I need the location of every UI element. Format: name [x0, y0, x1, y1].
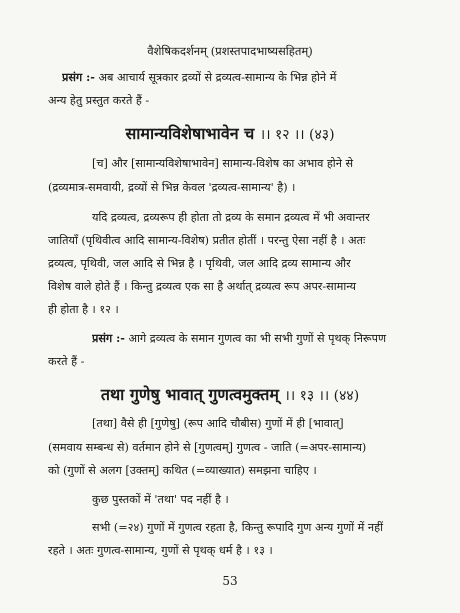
- para-1-line-2: (द्रव्यमात्र-समवायी, द्रव्यों से भिन्न केवल 'द्रव्यत्व-सामान्य' है) ।: [48, 181, 296, 194]
- para-2-line-2: जातियाँ (पृथिवीत्व आदि सामान्य-विशेष) प्रतीत होतीं । परन्तु ऐसा नहीं है । अतः: [48, 234, 366, 247]
- sutra-12: [0, 122, 460, 144]
- para-3-line-1: [तथा] वैसे ही [गुणेषु] (रूप आदि चौबीस) गुणों में ही [भावात्]: [92, 417, 344, 430]
- para-5-line-1: सभी (=२४) गुणों में गुणत्व रहता है, किन्तु रूपादि गुण अन्य गुणों में नहीं: [92, 521, 383, 534]
- sutra-12-text: सामान्यविशेषाभावेन च: [125, 124, 255, 143]
- sutra-12-number: ।। १२ ।। (४३): [259, 127, 335, 143]
- para-1-line-1: [च] और [सामान्यविशेषाभावेन] सामान्य-विशेष का अभाव होने से: [92, 157, 354, 170]
- prasanga-1-text: अब आचार्य सूत्रकार द्रव्यों से द्रव्यत्व-सामान्य के भिन्न होने में: [98, 71, 337, 84]
- prasanga-1-line-1: [62, 70, 420, 85]
- sutra-13-text: तथा गुणेषु भावात् गुणत्वमुक्तम्: [100, 385, 279, 404]
- prasanga-1-line-2: अन्य हेतु प्रस्तुत करते हैं -: [48, 94, 150, 107]
- sutra-13: [0, 383, 460, 405]
- prasanga-1-label: प्रसंग :-: [62, 70, 95, 84]
- para-2-line-5: ही होता है । १२ ।: [48, 303, 119, 316]
- prasanga-2-line-1: [92, 331, 420, 346]
- prasanga-2-text: आगे द्रव्यत्व के समान गुणत्व का भी सभी गुणों से पृथक् निरूपण: [128, 332, 387, 345]
- prasanga-2-line-2: करते हैं -: [48, 355, 85, 368]
- para-2-line-4: विशेष वाले होते हैं । किन्तु द्रव्यत्व एक सा है अर्थात् द्रव्यत्व रूप अपर-सामान्य: [48, 280, 357, 293]
- running-header: वैशेषिकदर्शनम् (प्रशस्तपादभाष्यसहितम्): [147, 44, 313, 58]
- page-number: 53: [222, 574, 238, 588]
- para-5-line-2: रहते । अतः गुणत्व-सामान्य, गुणों से पृथक् धर्म है । १३ ।: [48, 544, 273, 557]
- para-2-line-3: द्रव्यत्व, पृथिवी, जल आदि से भिन्न है । पृथिवी, जल आदि द्रव्य सामान्य और: [48, 257, 351, 270]
- prasanga-2-label: प्रसंग :-: [92, 331, 125, 345]
- para-3-line-3: को (गुणों से अलग [उक्तम्] कथित (=व्याख्यात) समझना चाहिए ।: [48, 464, 317, 477]
- para-4: कुछ पुस्तकों में 'तथा' पद नहीं है ।: [92, 493, 229, 506]
- para-2-line-1: यदि द्रव्यत्व, द्रव्यरूप ही होता तो द्रव्य के समान द्रव्यत्व में भी अवान्तर: [92, 211, 370, 224]
- sutra-13-number: ।। १३ ।। (४४): [284, 388, 360, 404]
- para-3-line-2: (समवाय सम्बन्ध से) वर्तमान होने से [गुणत्वम्] गुणत्व - जाति (=अपर-सामान्य): [48, 441, 367, 454]
